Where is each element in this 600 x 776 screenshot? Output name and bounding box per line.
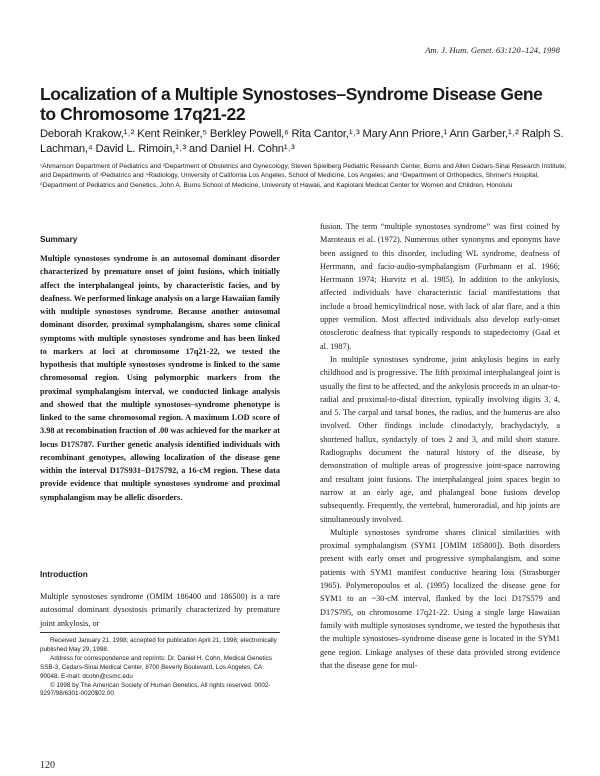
body-paragraph: fusion. The term “multiple synostoses syndrome” was first coined by Maroteaux et al. (1972). Numerous other synonyms and eponyms have been assigned to this disorder, including WL syndrome, deafness of Herrmann, and facio-audio-symphalangism (Furhmann et al. 1966; Herrmann 1974; Hurvitz et al. 1985). In addition to the ankylosis, affected individuals have characteristic facial manifestations that include a broad hemicylindrical nose, with lack of alar flare, and a thin upper vermilion. Most affected individuals also develop early-onset otosclerotic deafness that typically responds to stapedectomy (Gaal et al. 1987).: [320, 222, 560, 351]
footnote-received: Received January 21, 1998; accepted for publication April 21, 1998; electronically published May 29, 1998.: [40, 637, 277, 653]
introduction-heading: Introduction: [40, 570, 88, 579]
footnote-divider: [40, 632, 280, 633]
footnote-correspondence: Address for correspondence and reprints: Dr. Daniel H. Cohn, Medical Genetics SSB-3, Cedars-Sinai Medical Center, 8700 Beverly Boulevard, Los Angeles, CA 90048. E-mail: dcohn@csmc.edu: [40, 654, 272, 680]
introduction-text: Multiple synostoses syndrome (OMIM 186400 and 186500) is a rare autosomal dominant dysostosis primarily characterized by premature joint ankylosis, or: [40, 592, 280, 628]
summary-section: [40, 252, 280, 504]
page-number: 120: [40, 760, 55, 771]
affiliations: ¹Ahmanson Department of Pediatrics and ²Department of Obstetrics and Gynecology, Steven Spielberg Pediatric Research Center, Burns and Allen Cedars-Sinai Research Institute, and Departments of ³Pediatrics and ⁴Radiology, University of California Los Angeles, School of Medicine, Los Angeles; and ⁵Department of Orthopedics, Shriner's Hospital, ⁶Department of Pediatrics and Genetics, John A. Burns School of Medicine, University of Hawaii, and Kapiolani Medical Center for Women and Children, Honolulu: [40, 163, 567, 189]
introduction-section: [40, 590, 280, 630]
journal-reference: Am. J. Hum. Genet. 63:120–124, 1998: [425, 45, 560, 55]
article-title: Localization of a Multiple Synostoses–Syndrome Disease Gene to Chromosome 17q21-22: [40, 84, 543, 124]
right-column-body: [320, 220, 560, 672]
footnote-copyright: © 1998 by The American Society of Human Genetics. All rights reserved. 0002-9297/98/6301-0020$02.00: [40, 681, 271, 698]
footnotes: [40, 637, 280, 699]
summary-heading: Summary: [40, 235, 78, 244]
body-paragraph: In multiple synostoses syndrome, joint ankylosis begins in early childhood and is progressive. The fifth proximal interphalangeal joint is usually the first to be affected, and the ankylosis proceeds in an ulnar-to-radial and proximal-to-distal direction, typically involving digits 3, 4, and 5. The carpal and tarsal bones, the radius, and the humerus are also involved. Other findings include clinodactyly, brachydactyly, a shortened hallux, syndactyly of toes 2 and 3, and mild short stature. Radiographs document the natural history of the disease, by demonstration of multiple areas of progressive joint-space narrowing and resultant joint fusions. The interphalangeal joint spaces begin to narrow at an early age, and phalangeal bone fusions develop subsequently. Frequently, the vertebral, humeroradial, and hip joints are simultaneously involved.: [320, 354, 561, 524]
author-list: Deborah Krakow,¹˒² Kent Reinker,⁵ Berkley Powell,⁶ Rita Cantor,¹˒³ Mary Ann Priore,¹ Ann Garber,¹˒² Ralph S. Lachman,⁴ David L. Rimoin,¹˒³ and Daniel H. Cohn¹˒³: [40, 128, 564, 155]
body-paragraph: Multiple synostoses syndrome shares clinical similarities with proximal symphalangism (SYM1 [OMIM 185800]). Both disorders present with early onset and progressive symphalangism, and some patients with SYM1 manifest conductive hearing loss (Strasburger 1965). Polymeropoulos et al. (1995) localized the disease gene for SYM1 to an ~30-cM interval, flanked by the loci D17S579 and D17S795, on chromosome 17q21-22. Using a single large Hawaiian family with multiple synostoses syndrome, we tested the hypothesis that the multiple synostoses–syndrome disease gene is located in the SYM1 gene region. Linkage analyses of these data provided strong evidence that the disease gene for mul-: [320, 527, 560, 670]
summary-text: Multiple synostoses syndrome is an autosomal dominant disorder characterized by premature onset of joint fusions, which initially affect the interphalangeal joints, by characteristic facies, and by deafness. We performed linkage analysis on a large Hawaiian family with multiple synostoses syndrome. Because another autosomal dominant disorder, proximal symphalangism, shares some clinical symptoms with multiple synostoses syndrome and has been linked to markers at loci at chromosome 17q21-22, we tested the hypothesis that multiple synostoses syndrome is linked to the same chromosomal region. Using polymorphic markers from the proximal symphalangism interval, we conducted linkage analysis and showed that the multiple synostoses–syndrome phenotype is linked to the same chromosomal region. A maximum LOD score of 3.98 at recombination fraction of .00 was achieved for the marker at locus D17S787. Further genetic analysis identified individuals with recombinant genotypes, allowing localization of the disease gene within the interval D17S931–D17S792, a 16-cM region. These data provide evidence that multiple synostoses syndrome and proximal symphalangism may be allelic disorders.: [40, 254, 281, 502]
